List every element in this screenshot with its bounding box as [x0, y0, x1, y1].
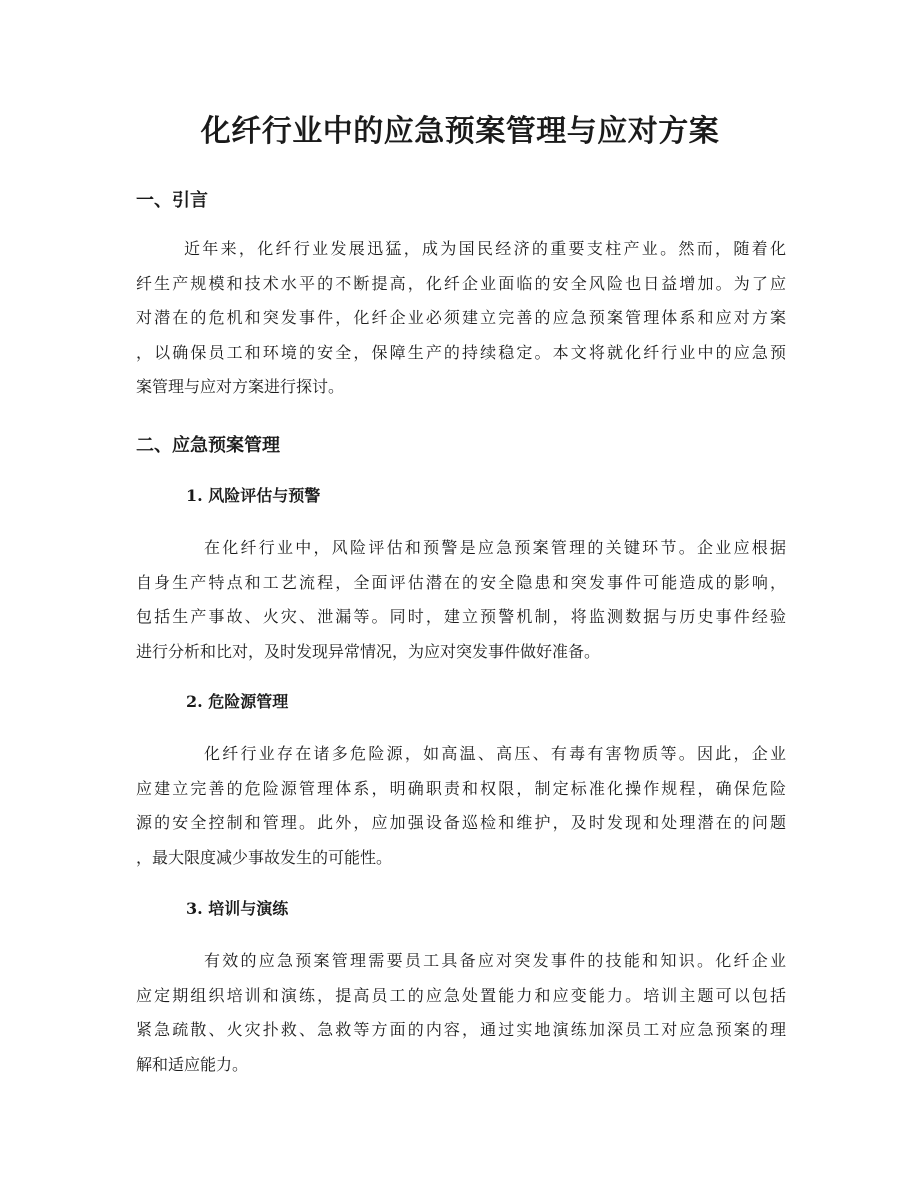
subsection-heading-risk-assessment: 1. 风险评估与预警 — [186, 486, 321, 505]
paragraph-line: 近年来，化纤行业发展迅猛，成为国民经济的重要支柱产业。然而，随着化 — [184, 239, 786, 258]
paragraph-line: 化纤行业存在诸多危险源，如高温、高压、有毒有害物质等。因此，企业 — [204, 744, 786, 763]
paragraph-line: 自身生产特点和工艺流程，全面评估潜在的安全隐患和突发事件可能造成的影响， — [136, 572, 786, 592]
section-heading-introduction: 一、引言 — [136, 190, 208, 211]
paragraph-line: 在化纤行业中，风险评估和预警是应急预案管理的关键环节。企业应根据 — [204, 538, 786, 557]
subsection-heading-hazard-source-management: 2. 危险源管理 — [186, 692, 289, 711]
document-title: 化纤行业中的应急预案管理与应对方案 — [200, 114, 720, 149]
section-heading-emergency-plan-management: 二、应急预案管理 — [136, 435, 280, 456]
paragraph-line: 应建立完善的危险源管理体系，明确职责和权限，制定标准化操作规程，确保危险 — [136, 778, 786, 798]
risk-assessment-paragraph — [136, 531, 786, 669]
introduction-paragraph — [136, 232, 786, 405]
hazard-source-paragraph — [136, 737, 786, 875]
paragraph-line: 对潜在的危机和突发事件，化纤企业必须建立完善的应急预案管理体系和应对方案 — [136, 308, 786, 328]
paragraph-line: 源的安全控制和管理。此外，应加强设备巡检和维护，及时发现和处理潜在的问题 — [136, 813, 786, 833]
training-drills-paragraph — [136, 944, 786, 1082]
paragraph-line: 案管理与应对方案进行探讨。 — [136, 377, 345, 397]
paragraph-line: 纤生产规模和技术水平的不断提高，化纤企业面临的安全风险也日益增加。为了应 — [136, 273, 786, 293]
paragraph-line: 进行分析和比对，及时发现异常情况，为应对突发事件做好准备。 — [136, 641, 601, 661]
paragraph-line: 有效的应急预案管理需要员工具备应对突发事件的技能和知识。化纤企业 — [204, 951, 786, 970]
paragraph-line: ，以确保员工和环境的安全，保障生产的持续稳定。本文将就化纤行业中的应急预 — [136, 342, 786, 362]
subsection-heading-training-drills: 3. 培训与演练 — [186, 899, 289, 918]
paragraph-line: 包括生产事故、火灾、泄漏等。同时，建立预警机制，将监测数据与历史事件经验 — [136, 607, 786, 627]
paragraph-line: 解和适应能力。 — [136, 1054, 249, 1074]
paragraph-line: ，最大限度减少事故发生的可能性。 — [136, 847, 393, 867]
paragraph-line: 紧急疏散、火灾扑救、急救等方面的内容，通过实地演练加深员工对应急预案的理 — [136, 1020, 786, 1040]
paragraph-line: 应定期组织培训和演练，提高员工的应急处置能力和应变能力。培训主题可以包括 — [136, 985, 786, 1005]
